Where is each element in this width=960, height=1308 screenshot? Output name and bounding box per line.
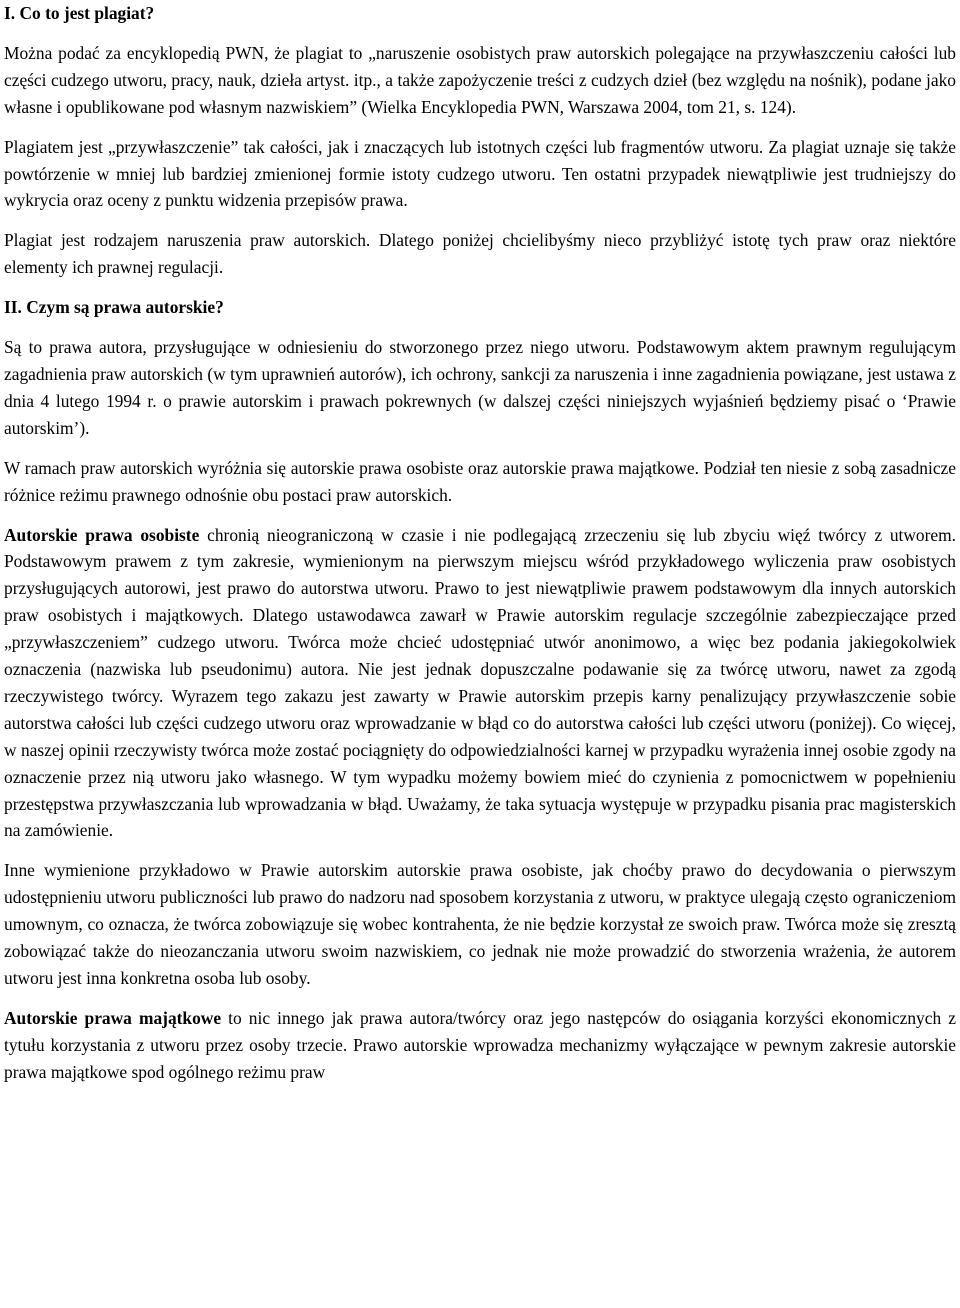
property-rights-text: to nic innego jak prawa autora/twórcy oraz jego następców do osiągania korzyści ekonomicznych z tytułu korzystania z utworu przez osoby trzecie. Prawo autorskie wprowadza mechanizmy wyłączające w pewnym zakresie autorskie prawa majątkowe spod ogólnego reżimu praw — [4, 1007, 956, 1082]
personal-rights-text: chronią nieograniczoną w czasie i nie podlegającą zrzeczeniu się lub zbyciu więź twórcy z utworem. Podstawowym prawem z tym zakresie, wymienionym na pierwszym miejscu wśród przykładowego wyliczenia praw osobistych przysługujących autorowi, jest prawo do autorstwa utworu. Prawo to jest niewątpliwie prawem podstawowym dla innych autorskich praw osobistych i majątkowych. Dlatego ustawodawca zawarł w Prawie autorskim regulacje szczególnie zabezpieczające przed „przywłaszczeniem” cudzego utworu. Twórca może chcieć udostępniać utwór anonimowo, a więc bez podania jakiegokolwiek oznaczenia (nazwiska lub pseudonimu) autora. Nie jest jednak dopuszczalne podawanie się za twórcę utworu, nawet za zgodą rzeczywistego twórcy. Wyrazem tego zakazu jest zawarty w Prawie autorskim przepis karny penalizujący przywłaszczenie sobie autorstwa całości lub części cudzego utworu oraz wprowadzanie w błąd co do autorstwa całości lub części utworu (poniżej). Co więcej, w naszej opinii rzeczywisty twórca może zostać pociągnięty do odpowiedzialności karnej w przypadku wyrażenia innej osobie zgody na oznaczenie przez nią utworu jako własnego. W tym wypadku możemy bowiem mieć do czynienia z pomocnictwem w popełnieniu przestępstwa przywłaszczania lub wprowadzania w błąd. Uważamy, że taka sytuacja występuje w przypadku pisania prac magisterskich na zamówienie. — [4, 524, 956, 841]
spacer — [4, 442, 956, 455]
paragraph-property-rights — [4, 1005, 956, 1086]
spacer — [4, 992, 956, 1005]
paragraph-other-personal-rights: Inne wymienione przykładowo w Prawie autorskim autorskie prawa osobiste, jak choćby prawo do decydowania o pierwszym udostępnieniu utworu publiczności lub prawo do nadzoru nad sposobem korzystania z utworu, w praktyce ulegają często ograniczeniom umownym, co oznacza, że twórca zobowiązuje się wobec kontrahenta, że nie będzie korzystał ze swoich praw. Twórca może się zresztą zobowiązać także do nieozanczania utworu swoim nazwiskiem, co jednak nie może prowadzić do stworzenia wrażenia, że autorem utworu jest inna konkretna osoba lub osoby. — [4, 860, 956, 988]
personal-rights-term: Autorskie prawa osobiste — [4, 524, 200, 545]
spacer — [4, 27, 956, 40]
spacer — [4, 214, 956, 227]
spacer — [4, 121, 956, 134]
section-1-heading: I. Co to jest plagiat? — [4, 3, 155, 23]
document-page — [4, 0, 956, 1086]
property-rights-term: Autorskie prawa majątkowe — [4, 1007, 222, 1028]
paragraph-plagiarism-type: Plagiat jest rodzajem naruszenia praw autorskich. Dlatego poniżej chcielibyśmy nieco przybliżyć istotę tych praw oraz niektóre elementy ich prawnej regulacji. — [4, 230, 956, 278]
paragraph-rights-division: W ramach praw autorskich wyróżnia się autorskie prawa osobiste oraz autorskie prawa majątkowe. Podział ten niesie z sobą zasadnicze różnice reżimu prawnego odnośnie obu postaci praw autorskich. — [4, 457, 956, 505]
paragraph-definition: Można podać za encyklopedią PWN, że plagiat to „naruszenie osobistych praw autorskich polegające na przywłaszczeniu całości lub części cudzego utworu, pracy, nauk, dzieła artyst. itp., a także zapożyczenie treści z cudzych dzieł (bez względu na nośnik), podane jako własne i opublikowane pod własnym nazwiskiem” (Wielka Encyklopedia PWN, Warszawa 2004, tom 21, s. 124). — [4, 42, 956, 117]
section-2-heading: II. Czym są prawa autorskie? — [4, 297, 224, 318]
paragraph-plagiarism-scope: Plagiatem jest „przywłaszczenie” tak całości, jak i znaczących lub istotnych części lub fragmentów utworu. Za plagiat uznaje się także powtórzenie w mniej lub bardziej zmienionej formie istoty cudzego utworu. Ten ostatni przypadek niewątpliwie jest trudniejszy do wykrycia oraz oceny z punktu widzenia przepisów prawa. — [4, 136, 956, 211]
paragraph-copyright-definition: Są to prawa autora, przysługujące w odniesieniu do stworzonego przez niego utworu. Podstawowym aktem prawnym regulującym zagadnienia praw autorskich (w tym uprawnień autorów), ich ochrony, sankcji za naruszenia i inne zagadnienia powiązane, jest ustawa z dnia 4 lutego 1994 r. o prawie autorskim i prawach pokrewnych (w dalszej części niniejszych wyjaśnień będziemy pisać o ‘Prawie autorskim’). — [4, 337, 956, 438]
spacer — [4, 509, 956, 522]
spacer — [4, 281, 956, 294]
spacer — [4, 321, 956, 334]
spacer — [4, 844, 956, 857]
paragraph-personal-rights — [4, 522, 956, 845]
